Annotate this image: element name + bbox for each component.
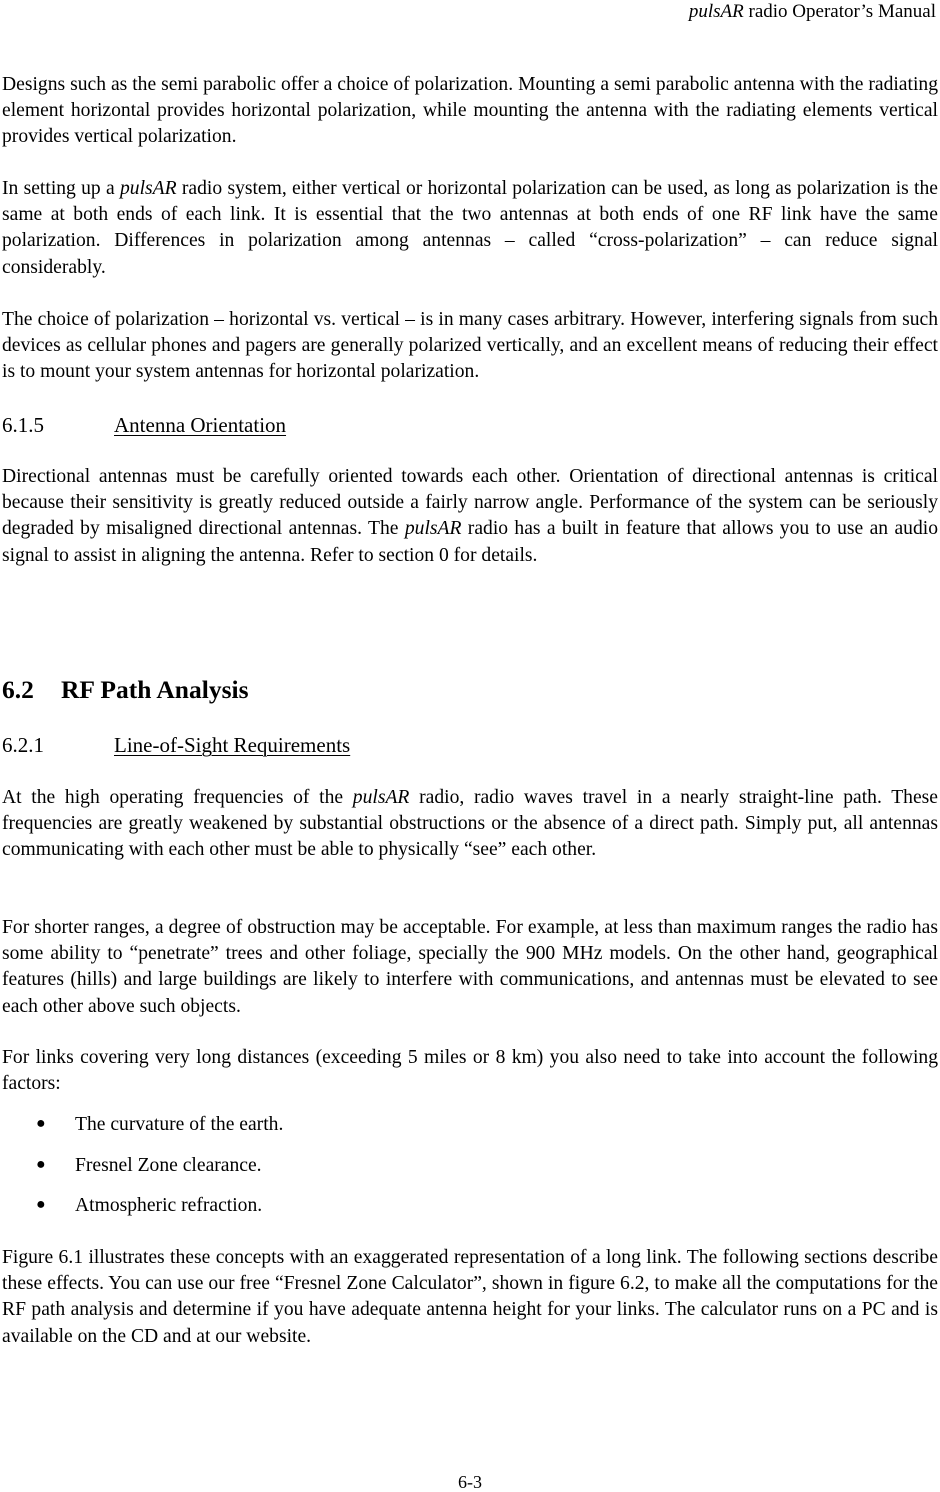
paragraph-text: radio, radio waves travel in a nearly straight-line path. These frequencies are greatly weakened by substantial obstructions or the absence of a direct path. Simply put, all antennas communicating with each other must be able to physically “see” each other. <box>2 787 938 861</box>
paragraph-text: In setting up a <box>2 178 120 199</box>
running-header <box>689 0 936 24</box>
paragraph-line-of-sight <box>2 785 938 864</box>
paragraph-figure-reference: Figure 6.1 illustrates these concepts with an exaggerated representation of a long link. The following sections describe these effects. You can use our free “Fresnel Zone Calculator”, shown in figure 6.2, to make all the computations for the RF path analysis and determine if you have adequate antenna height for your links. The calculator runs on a PC and is available on the CD and at our website. <box>2 1247 938 1347</box>
brand-name: pulsAR <box>404 518 462 540</box>
section-number: 6.2 <box>2 675 34 704</box>
paragraph-long-links: For links covering very long distances (exceeding 5 miles or 8 km) you also need to take into account the following factors: <box>2 1047 938 1095</box>
bullet-icon: ● <box>36 1156 46 1173</box>
list-item-text: The curvature of the earth. <box>75 1114 284 1135</box>
section-heading-6-2 <box>2 675 249 705</box>
paragraph-text: radio system, either vertical or horizontal polarization can be used, as long as polarization is the same at both ends of each link. It is essential that the two antennas at both ends of one RF link have the same polarization. Differences in polarization among antennas – called “cross-polarization” – can reduce signal considerably. <box>2 178 938 278</box>
brand-name: pulsAR <box>120 178 177 199</box>
paragraph-polarization-choice: Designs such as the semi parabolic offer a choice of polarization. Mounting a semi parabolic antenna with the radiating element horizontal provides horizontal polarization, while mounting the antenna with the radiating elements vertical provides vertical polarization. <box>2 74 938 148</box>
paragraph-polarization-setup <box>2 176 938 281</box>
paragraph-shorter-ranges: For shorter ranges, a degree of obstruction may be acceptable. For example, at less than maximum ranges the radio has some ability to “penetrate” trees and other foliage, specially the 900 MHz models. On the other hand, geographical features (hills) and large buildings are likely to interfere with communications, and antennas must be elevated to see each other above such objects. <box>2 917 938 1017</box>
paragraph-antenna-orientation <box>2 464 938 569</box>
section-title: Line-of-Sight Requirements <box>114 733 351 757</box>
list-item-text: Atmospheric refraction. <box>75 1195 263 1216</box>
paragraph-text: radio has a built in feature that allows you to use an audio signal to assist in aligning the antenna. Refer to section 0 for details. <box>2 518 938 566</box>
paragraph-text: Directional antennas must be carefully oriented towards each other. Orientation of directional antennas is critical because their sensitivity is greatly reduced outside a fairly narrow angle. Performance of the system can be seriously degraded by misaligned directional antennas. The <box>2 466 938 540</box>
list-item <box>36 1193 262 1220</box>
header-title: radio Operator’s Manual <box>743 1 936 22</box>
brand-name: pulsAR <box>352 787 410 808</box>
list-item-text: Fresnel Zone clearance. <box>75 1155 262 1176</box>
page-number: 6-3 <box>458 1472 482 1492</box>
section-title: RF Path Analysis <box>61 675 249 704</box>
paragraph-polarization-arbitrary: The choice of polarization – horizontal vs. vertical – is in many cases arbitrary. However, interfering signals from such devices as cellular phones and pagers are generally polarized vertically, and an excellent means of reducing their effect is to mount your system antennas for horizontal polarization. <box>2 309 938 383</box>
subsection-heading-6-2-1 <box>2 732 350 758</box>
list-item <box>36 1153 262 1180</box>
bullet-icon: ● <box>36 1196 46 1213</box>
section-title: Antenna Orientation <box>114 413 287 437</box>
section-number: 6.1.5 <box>2 413 44 437</box>
bullet-icon: ● <box>36 1115 46 1132</box>
header-brand: pulsAR <box>688 1 744 22</box>
section-number: 6.2.1 <box>2 733 44 757</box>
list-item <box>36 1112 283 1139</box>
paragraph-text: At the high operating frequencies of the <box>2 787 353 808</box>
subsection-heading-6-1-5 <box>2 412 286 438</box>
